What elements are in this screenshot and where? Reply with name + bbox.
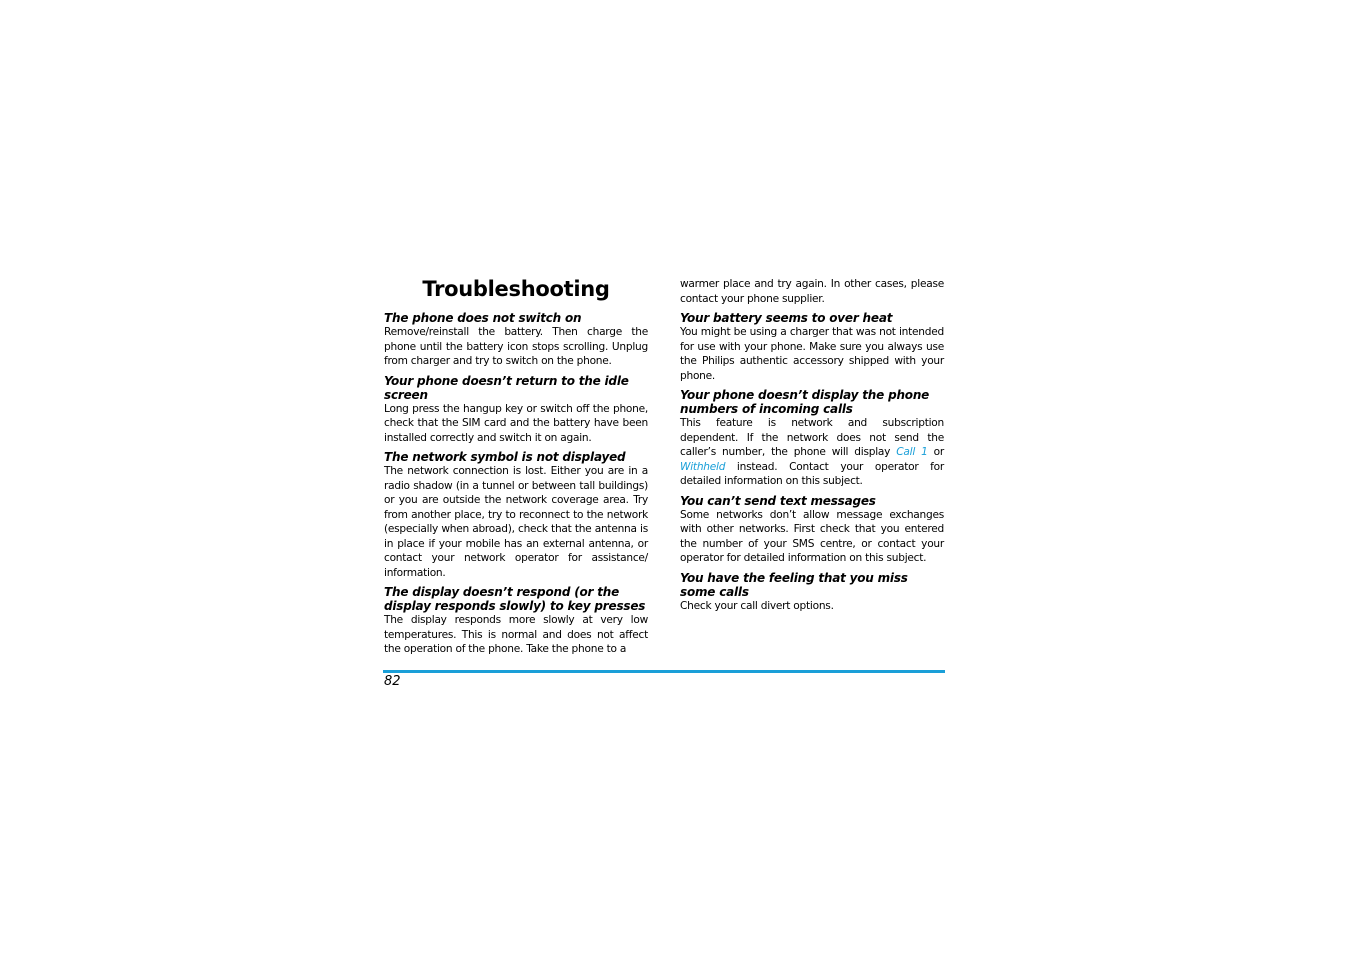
section-incoming-numbers [680,388,944,489]
footer-rule [383,670,945,673]
display-text-withheld: Withheld [680,460,726,473]
section-not-return-idle [384,374,648,446]
section-phone-not-switch-on [384,311,648,369]
section-body: You might be using a charger that was not intended for use with your phone. Make sure you always use the Philips authentic accessory shipped with your phone. [680,326,944,382]
section-heading: The phone does not switch on [384,311,582,325]
section-miss-calls [680,571,944,614]
section-display-respond [384,585,648,657]
section-network-symbol [384,450,648,580]
section-heading: Your battery seems to over heat [680,311,893,325]
section-heading: Your phone doesn’t return to the idle screen [384,373,629,402]
section-body: Some networks don’t allow message exchanges with other networks. First check that you entered the number of your SMS centre, or contact your operator for detailed information on this subject. [680,508,944,564]
section-heading: Your phone doesn’t display the phone numbers of incoming calls [680,388,930,416]
right-column [680,277,944,618]
section-heading: You have the feeling that you miss some calls [680,570,908,599]
section-body [680,416,944,489]
body-text-post: instead. Contact your operator for detailed information on this subject. [680,460,944,487]
section-heading: You can’t send text messages [680,493,876,508]
section-body: Remove/reinstall the battery. Then charge the phone until the battery icon stops scrolling. Unplug from charger and try to switch on the phone. [384,326,648,367]
section-battery-heat [680,311,944,383]
section-body: The display responds more slowly at very low temperatures. This is normal and does not affect the operation of the phone. Take the phone to a [384,614,648,655]
body-text-mid: or [927,446,944,458]
page-number: 82 [384,674,401,689]
section-text-messages [680,494,944,566]
section-body: Check your call divert options. [680,599,834,612]
display-text-call: Call 1 [896,446,928,458]
section-body: Long press the hangup key or switch off the phone, check that the SIM card and the battery have been installed correctly and switch it on again. [384,402,648,444]
section-body: The network connection is lost. Either you are in a radio shadow (in a tunnel or between tall buildings) or you are outside the network coverage area. Try from another place, try to reconnect to the network (especially when abroad), check that the antenna is in place if your mobile has an external antenna, or contact your network operator for assistance/ information. [384,465,648,579]
continuation-text: warmer place and try again. In other cases, please contact your phone supplier. [680,278,944,305]
section-heading: The network symbol is not displayed [384,450,626,464]
page-title: Troubleshooting [422,277,610,301]
section-heading: The display doesn’t respond (or the display responds slowly) to key presses [384,585,646,613]
body-text-pre: This feature is network and subscription dependent. If the network does not send the caller’s number, the phone will display [680,417,944,458]
left-column [384,276,648,662]
